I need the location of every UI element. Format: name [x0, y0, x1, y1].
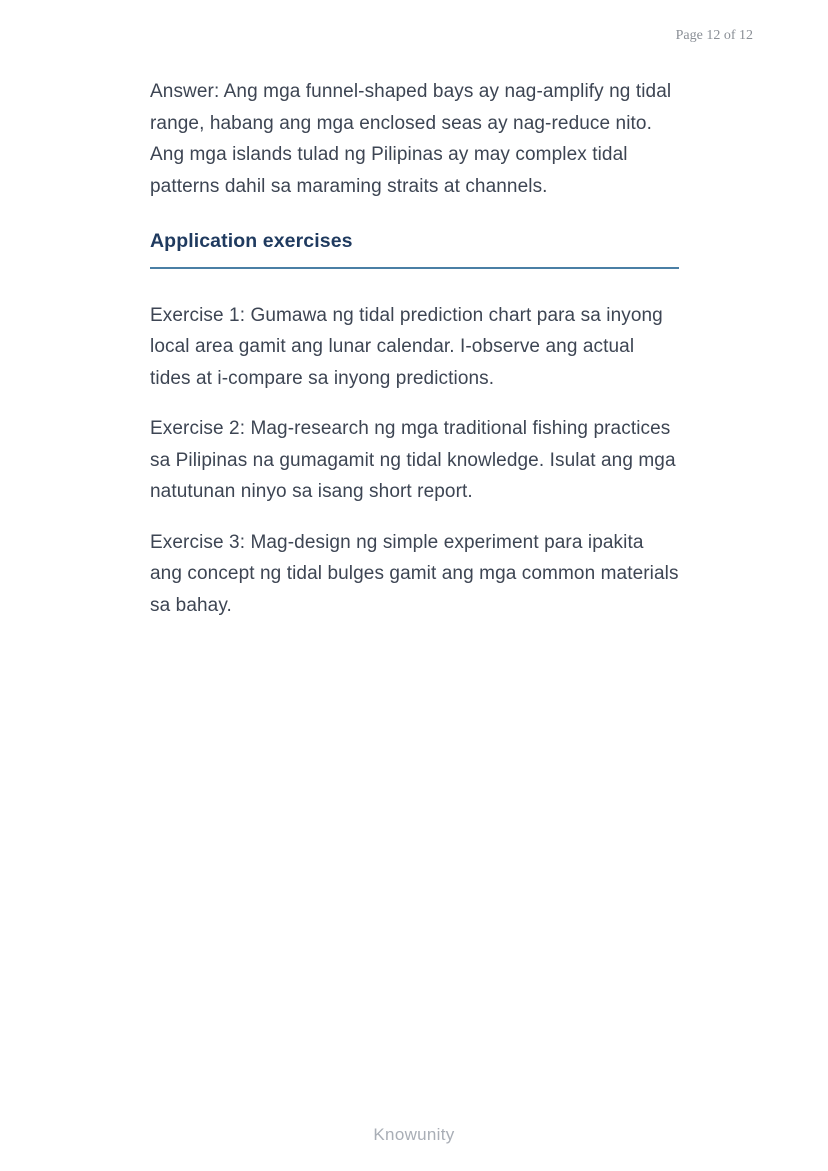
- page-number: Page 12 of 12: [675, 28, 753, 43]
- exercise-1-paragraph: Exercise 1: Gumawa ng tidal prediction chart para sa inyong local area gamit ang lunar calendar. I-observe ang actual tides at i-compare sa inyong predictions.: [150, 304, 663, 389]
- page-content: [150, 76, 679, 640]
- exercise-3-paragraph: Exercise 3: Mag-design ng simple experiment para ipakita ang concept ng tidal bulges gamit ang mga common materials sa bahay.: [150, 531, 679, 616]
- footer-brand: Knowunity: [373, 1125, 455, 1144]
- answer-paragraph: Answer: Ang mga funnel-shaped bays ay nag-amplify ng tidal range, habang ang mga enclosed seas ay nag-reduce nito. Ang mga islands tulad ng Pilipinas ay may complex tidal patterns dahil sa maraming straits at channels.: [150, 81, 672, 197]
- heading-rule: [150, 267, 679, 269]
- exercise-2-paragraph: Exercise 2: Mag-research ng mga traditional fishing practices sa Pilipinas na gumagamit ng tidal knowledge. Isulat ang mga natutunan ninyo sa isang short report.: [150, 418, 676, 502]
- section-heading: Application exercises: [150, 230, 353, 252]
